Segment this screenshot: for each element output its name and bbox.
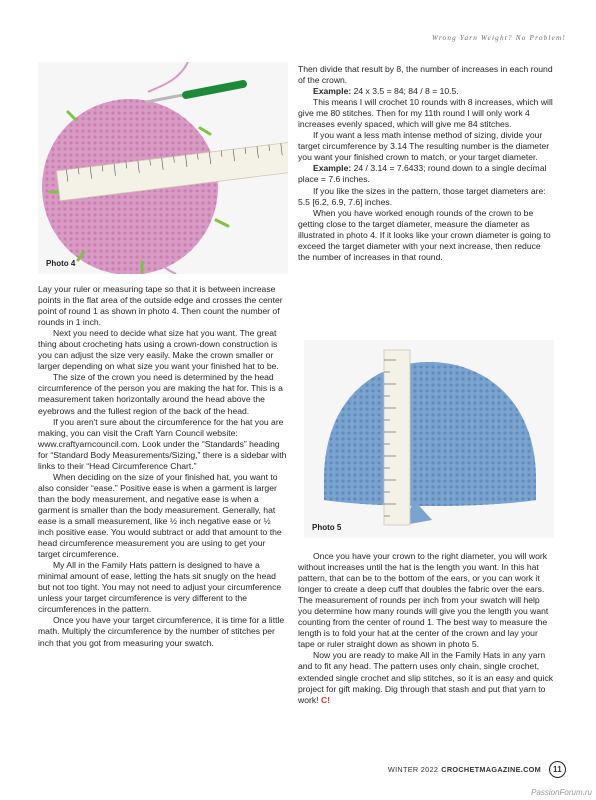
page-number: 11 [549, 761, 566, 778]
watermark: PassionForum.ru [531, 788, 592, 797]
photo-4-caption: Photo 4 [46, 259, 76, 268]
example-text: 24 / 3.14 = 7.6433; round down to a single decimal place = 7.6 inches. [298, 163, 547, 185]
paragraph: If you aren't sure about the circumference for the hat you are making, you can visit the Craft Yarn Council website: www.craftyarncouncil.com. Look under the “Standards” heading for “Standard Body Measurements/Sizing,” there is a sidebar with links to their “Head Circumference Chart.” [38, 416, 287, 471]
issue-label: WINTER 2022 [387, 765, 439, 774]
paragraph: Next you need to decide what size hat you want. The great thing about crocheting hats using a crown-down construction is you can adjust the size very easily. Make the crown smaller or larger depending on what size you want your finished hat to be. [38, 328, 279, 372]
paragraph: Once you have your crown to the right diameter, you will work without increases until the hat is the length you want. In this hat pattern, that can be to the bottom of the ears, or you can work it longer to create a deep cuff that doubles the fabric over the ears. The measurement of rounds per inch from your swatch will help you determine how many rounds will give you the length you want counting from the center of round 1. The best way to measure the length is to fold your hat at the center of the crown and lay your tape or ruler straight down as shown in photo 5. [298, 551, 549, 650]
closing-text: Now you are ready to make All in the Family Hats in any yarn and to fit any head. The pattern uses only chain, single crochet, extended single crochet and slip stitches, so it is an easy and quick project for gift making. Dig through that stash and put that yarn to work! [298, 650, 554, 705]
photo-5-caption: Photo 5 [312, 523, 342, 532]
paragraph: Then divide that result by 8, the number of increases in each round of the crown. [298, 64, 553, 86]
photo-4-illustration [38, 62, 288, 274]
paragraph [298, 650, 554, 705]
paragraph: My All in the Family Hats pattern is designed to have a minimal amount of ease, letting the hats sit snugly on the head but not too tight. You may not need to adjust your circumference unless your target circumference is very different to the circumferences in the pattern. [38, 560, 282, 615]
magazine-site: CROCHETMAGAZINE.COM [441, 765, 541, 774]
paragraph: When deciding on the size of your finished hat, you want to also consider “ease.” Positive ease is when a garment is larger than the body measurement, and negative ease is when a garment is smaller than the body measurement. Generally, hat ease is a small measurement, like ½ inch negative ease or ½ inch positive ease. You would subtract or add that amount to the head circumference measurement you are using to get your target circumference. [38, 471, 282, 560]
paragraph: When you have worked enough rounds of the crown to be getting close to the target diameter, measure the diameter as illustrated in photo 4. If it looks like your crown diameter is going to exceed the target diameter with your next increase, then reduce the number of increases in that round. [298, 207, 551, 262]
example-1 [298, 86, 554, 97]
paragraph: If you want a less math intense method of sizing, divide your target circumference by 3.14 The resulting number is the diameter you want your finished crown to match, or your target diameter. [298, 130, 550, 163]
example-2 [298, 163, 554, 185]
paragraph: This means I will crochet 10 rounds with 8 increases, which will give me 80 stitches. Then for my 11th round I will only work 4 increases evenly spaced, which will give me 84 stitches. [298, 97, 553, 130]
page-footer [388, 761, 566, 778]
example-label: Example: [313, 86, 352, 97]
running-header: Wrong Yarn Weight? No Problem! [432, 34, 566, 42]
vertical-ruler [384, 350, 410, 525]
end-mark: C! [320, 694, 331, 705]
left-column [38, 284, 288, 649]
paragraph: Once you have your target circumference, it is time for a little math. Multiply the circumference by the number of stitches per inch that you got from measuring your swatch. [38, 615, 285, 648]
paragraph: If you like the sizes in the pattern, those target diameters are: 5.5 [6.2, 6.9, 7.6] inches. [298, 185, 546, 207]
photo-5-illustration [304, 340, 554, 538]
paragraph: Lay your ruler or measuring tape so that it is between increase points in the flat area of the outside edge and crosses the center point of round 1 as shown in photo 4. Then count the number of rounds in 1 inch. [38, 284, 283, 328]
right-column-bottom [298, 551, 554, 706]
paragraph: The size of the crown you need is determined by the head circumference of the person you are making the hat for. This is a measurement taken horizontally around the head above the eyebrows and the fullest region of the back of the head. [38, 372, 283, 416]
photo-4 [38, 62, 288, 274]
example-label: Example: [313, 163, 352, 174]
right-column-top [298, 64, 554, 263]
example-text: 24 x 3.5 = 84; 84 / 8 = 10.5. [351, 86, 459, 97]
photo-5 [304, 340, 554, 538]
